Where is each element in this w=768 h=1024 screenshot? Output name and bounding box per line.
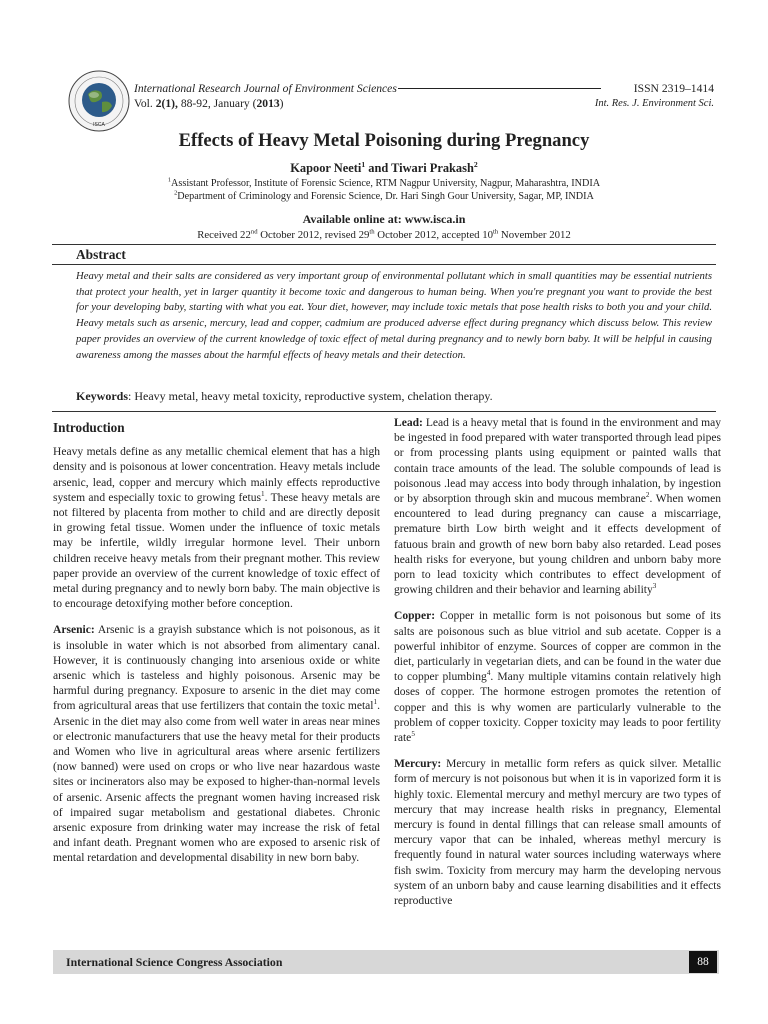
abstract-top-rule [52,244,716,245]
aff2-text: Department of Criminology and Forensic Science, Dr. Hari Singh Gour University, Sagar, MP, INDIA [177,191,594,202]
vol-prefix: Vol. [134,97,156,110]
volume: 2(1), [155,97,178,110]
lead-sup2: 3 [652,582,657,591]
arsenic-t2: . Arsenic in the diet may also come from well water in areas near mines or electronic manufacturers that use the heavy metal for their products and Women who live in agricultural areas where arsenic fertilizers (now banned) were used on crops or who live near hazardous waste sites or incinerators also may be exposed to higher-than-normal levels of arsenic. Arsenic affects the pregnant women having increased risk of impaired sugar metabolism and gestational diabetes. Chronic arsenic exposure from drinking water may increase the risk of fetal and infant death. Pregnant women who are exposed to arsenic risk of mental retardation and developmental disability in new born baby. [53,700,380,865]
intro-paragraph [53,445,380,612]
abstract-bottom-rule [52,411,716,412]
abstract-heading: Abstract [76,247,126,262]
copper-t1: Copper in metallic form is not poisonous but some of its salts are poisonous such as blue vitriol and sub acetate. Copper is a powerful inhibitor of enzyme. Sources of copper are common in the diet, particularly in vegetarian diets, and can be found in the water due to copper plumbing [394,610,721,684]
available-online: Available online at: www.isca.in [302,212,466,226]
year: 2013 [256,97,280,110]
author-2: and Tiwari Prakash [365,161,474,175]
intro-sup: 1 [260,489,265,498]
copper-sup2: 5 [411,730,415,739]
abstract-heading-rule [52,264,716,265]
arsenic-label: Arsenic: [53,624,95,637]
copper-t2: . Many multiple vitamins contain relatively high doses of copper. The hormone estrogen promotes the retention of copper and this is why women are particularly vulnerable to the problem of copper toxicity. Copper toxicity may leads to poor fertility rate [394,671,721,745]
pages: 88-92, January ( [177,97,257,110]
rec-s3: th [493,228,499,236]
mercury-t1: Mercury in metallic form refers as quick silver. Metallic form of mercury is not poisonous but when it is in vaporized form it is highly toxic. Elemental mercury and methyl mercury are two types of mercury that may increase health risks in pregnancy, Elemental mercury is found in dental fillings that can release small amounts of mercury vapor that can be inhaled, whereas methyl mercury is frequently found in natural water sources including waterways where fish swim. Toxicity from mercury may harm the developing nervous system of an unborn baby and cause learning disabilities and it effects reproductive [394,758,721,908]
volume-line [134,97,714,110]
keywords-label: Keywords [76,389,128,403]
left-column [53,416,380,878]
rec-s2: th [369,228,375,236]
copper-label: Copper: [394,610,436,623]
page-number: 88 [689,951,717,973]
author-1: Kapoor Neeti [290,161,362,175]
journal-name: International Research Journal of Environment Sciences [134,82,397,95]
keywords-text: : Heavy metal, heavy metal toxicity, reproductive system, chelation therapy. [128,389,493,403]
year-close: ) [279,97,284,110]
aff1-text: Assistant Professor, Institute of Forensic Science, RTM Nagpur University, Nagpur, Maharashtra, INDIA [171,178,601,189]
right-column [394,416,721,920]
lead-sup1: 2 [645,491,650,500]
lead-t2: . When women encountered to lead during pregnancy can cause a miscarriage, premature birth Low birth weight and it effects development of fatuous brain and growth of new born baby also retarded. Lead poses health risks for everyone, but young children and unborn baby more porn to lead toxicity which contributes to effect development of growing children and their behavior and learning ability [394,493,721,597]
intro-p1b: . These heavy metals are not filtered by placenta from mother to child and are directly deposit in growing fetal tissue. Women under the influence of toxic metals may be infertile, wildly irregular hormone level. Their unborn children receive heavy metals from their pregnant mother. This review paper provide an overview of the current knowledge of toxic effect of metal during pregnancy and to newly born baby. The main objective is to encourage detoxifying mother before conception. [53,491,380,611]
rec-s1: nd [250,228,258,236]
header-rule [398,88,601,89]
affiliation-2 [0,191,768,202]
journal-abbr: Int. Res. J. Environment Sci. [594,98,714,109]
copper-paragraph [394,609,721,746]
arsenic-paragraph [53,623,380,866]
arsenic-sup: 1 [373,698,378,707]
paper-title: Effects of Heavy Metal Poisoning during Pregnancy [178,130,590,151]
aff1-sup: 1 [167,176,172,184]
footer-association: International Science Congress Association [66,955,283,969]
authors [0,161,768,176]
rec-p2: October 2012, revised 29 [257,229,370,241]
issn: ISSN 2319–1414 [633,82,714,95]
mercury-paragraph [394,757,721,909]
isca-logo [68,70,130,132]
intro-p1a: Heavy metals define as any metallic chemical element that has a high density and is poisonous at lower concentration. Heavy metals include arsenic, lead, copper and mercury which mainly effects reproductive system and especially toxic to growing fetus [53,446,380,504]
mercury-label: Mercury: [394,758,442,771]
author-2-sup: 2 [473,159,478,169]
lead-paragraph [394,416,721,598]
introduction-heading: Introduction [53,420,125,435]
author-1-sup: 1 [361,159,366,169]
received-dates [0,229,768,241]
journal-header [134,82,714,95]
rec-p4: November 2012 [498,229,571,241]
rec-p3: October 2012, accepted 10 [374,229,494,241]
logo-text: ISCA [93,122,105,128]
copper-sup1: 4 [486,669,491,678]
lead-t1: Lead is a heavy metal that is found in the environment and may be ingested in food prepared with water transported through lead pipes or from processing plants using equipment or painted walls that contain trace amounts of the lead. The soluble compounds of lead is poisonous .lead may access into body through inhalation, by ingestion or by absorption through skin and mucous membrane [394,417,721,506]
aff2-sup: 2 [174,189,178,197]
lead-label: Lead: [394,417,423,429]
rec-p1: Received 22 [197,229,251,241]
affiliation-1 [0,178,768,189]
keywords [76,389,712,404]
abstract-text: Heavy metal and their salts are considered as very important group of environmental pollutant which in small quantities may be essential nutrients that protect your health, yet in larger quantity it become toxic and dangerous to human being. When you're pregnant you want to provide the best for your developing baby, starting with what you eat. Your diet, however, may include toxic metals that pose health risks to both you and your child. Heavy metals such as arsenic, mercury, lead and copper, cadmium are produced adverse effect during pregnancy which discuss below. This review paper provides an overview of the current knowledge of toxic effect of metal during pregnancy and to newly born baby. It will be helpful in causing awareness among the masses about the harmful effects of heavy metals and their detection. [76,270,712,361]
arsenic-t1: Arsenic is a grayish substance which is not poisonous, as it is insoluble in water which is not absorbed from alimentary canal. However, it is continuously changing into arsenious oxide or white arsenic which is tasteless and highly poisonous. Arsenic may be harmful during pregnancy. Exposure to arsenic in the diet may come from agricultural areas that use fertilizers that contain the toxic metal [53,624,380,713]
